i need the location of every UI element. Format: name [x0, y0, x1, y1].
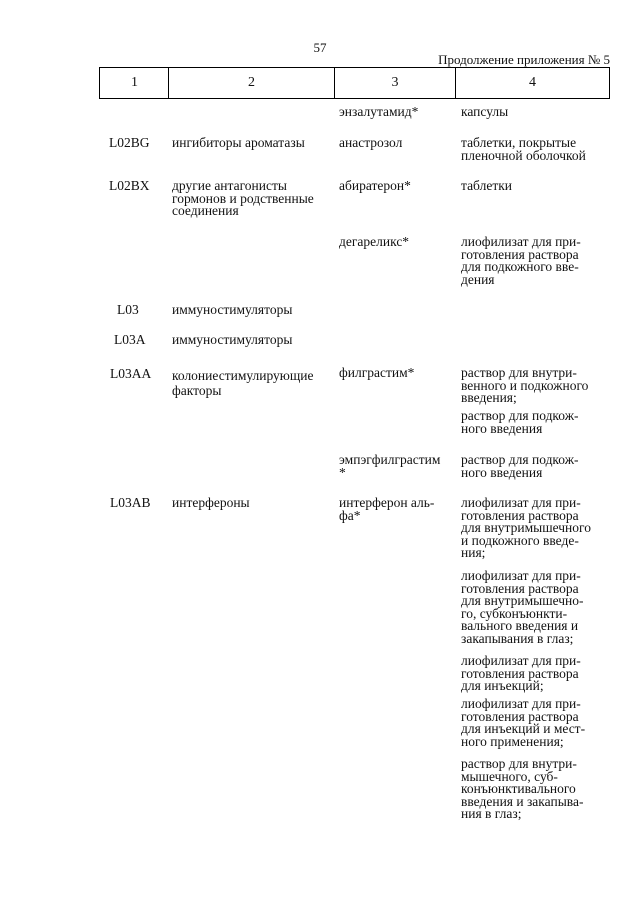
- dosage-form-line: для подкожного вве-: [461, 259, 579, 274]
- atc-code: L02BX: [109, 178, 150, 193]
- group-name-line: другие антагонисты: [172, 178, 287, 193]
- dosage-form: таблетки: [461, 178, 513, 193]
- dosage-form-line: лиофилизат для при-: [461, 495, 581, 510]
- drug-name: анастрозол: [339, 135, 403, 150]
- group-name: иммуностимуляторы: [172, 302, 293, 317]
- page-number: 57: [313, 40, 327, 55]
- drug-name: филграстим*: [339, 365, 415, 380]
- dosage-form-line: закапывания в глаз;: [461, 630, 574, 646]
- dosage-form-line: раствор для подкож-: [461, 408, 579, 423]
- atc-code: L03AA: [110, 366, 152, 381]
- dosage-form-line: раствор для подкож-: [461, 452, 579, 467]
- dosage-form-line: ного введения: [461, 420, 543, 436]
- dosage-form-line: готовления раствора: [461, 665, 579, 681]
- dosage-form-line: готовления раствора: [461, 708, 579, 724]
- dosage-form-line: раствор для внутри-: [461, 756, 577, 771]
- group-name: ингибиторы ароматазы: [172, 135, 305, 150]
- dosage-form-line: пленочной оболочкой: [461, 147, 586, 163]
- group-name-line: гормонов и родственные: [172, 190, 314, 206]
- drug-name-line: *: [339, 464, 346, 480]
- dosage-form-line: для внутримышечного: [461, 520, 591, 535]
- dosage-form-line: лиофилизат для при-: [461, 234, 581, 249]
- atc-code: L03: [117, 302, 139, 317]
- group-name-line: колониестимулирующие: [172, 368, 314, 383]
- dosage-form-line: мышечного, суб-: [461, 768, 558, 784]
- drug-name-line: фа*: [339, 507, 361, 523]
- group-name: интерфероны: [172, 495, 250, 510]
- dosage-form-line: готовления раствора: [461, 507, 579, 523]
- dosage-form-line: для внутримышечно-: [461, 593, 584, 608]
- table-header: [99, 67, 610, 99]
- atc-code: L03A: [114, 332, 146, 347]
- dosage-form-line: го, субконъюнкти-: [461, 605, 568, 621]
- dosage-form-line: ния в глаз;: [461, 806, 522, 821]
- drug-name-line: эмпэгфилграстим: [339, 452, 441, 467]
- atc-code: L02BG: [109, 135, 150, 150]
- dosage-form-line: лиофилизат для при-: [461, 568, 581, 583]
- dosage-form-line: для инъекций;: [461, 678, 544, 693]
- dosage-form-line: конъюнктивального: [461, 781, 576, 796]
- drug-name-line: интерферон аль-: [339, 495, 435, 510]
- dosage-form-line: готовления раствора: [461, 246, 579, 262]
- dosage-form-line: ного применения;: [461, 733, 564, 749]
- atc-code: L03AB: [110, 495, 151, 510]
- header-col-3: 3: [391, 75, 399, 90]
- drug-name: абиратерон*: [339, 178, 411, 193]
- header-col-2: 2: [248, 75, 255, 90]
- dosage-form-line: раствор для внутри-: [461, 365, 577, 380]
- dosage-form-line: и подкожного введе-: [461, 532, 579, 548]
- group-name-line: факторы: [172, 383, 222, 398]
- dosage-form-line: таблетки, покрытые: [461, 135, 577, 150]
- header-col-4: 4: [529, 75, 536, 90]
- dosage-form-line: для инъекций и мест-: [461, 721, 586, 736]
- continuation-note: Продолжение приложения № 5: [438, 52, 610, 67]
- dosage-form-line: готовления раствора: [461, 580, 579, 596]
- drug-name: дегареликс*: [339, 234, 410, 249]
- dosage-form-line: ния;: [461, 545, 486, 560]
- dosage-form: капсулы: [461, 104, 509, 119]
- dosage-form-line: дения: [461, 271, 495, 287]
- dosage-form-line: вального введения и: [461, 618, 579, 633]
- dosage-form-line: введения и закапыва-: [461, 793, 584, 809]
- dosage-form-line: венного и подкожного: [461, 377, 589, 393]
- dosage-form-line: введения;: [461, 390, 517, 405]
- header-col-1: 1: [131, 75, 138, 90]
- group-name-line: соединения: [172, 203, 239, 218]
- group-name: иммуностимуляторы: [172, 332, 293, 347]
- drug-name: энзалутамид*: [339, 104, 419, 119]
- dosage-form-line: ного введения: [461, 464, 543, 480]
- dosage-form-line: лиофилизат для при-: [461, 696, 581, 711]
- dosage-form-line: лиофилизат для при-: [461, 653, 581, 668]
